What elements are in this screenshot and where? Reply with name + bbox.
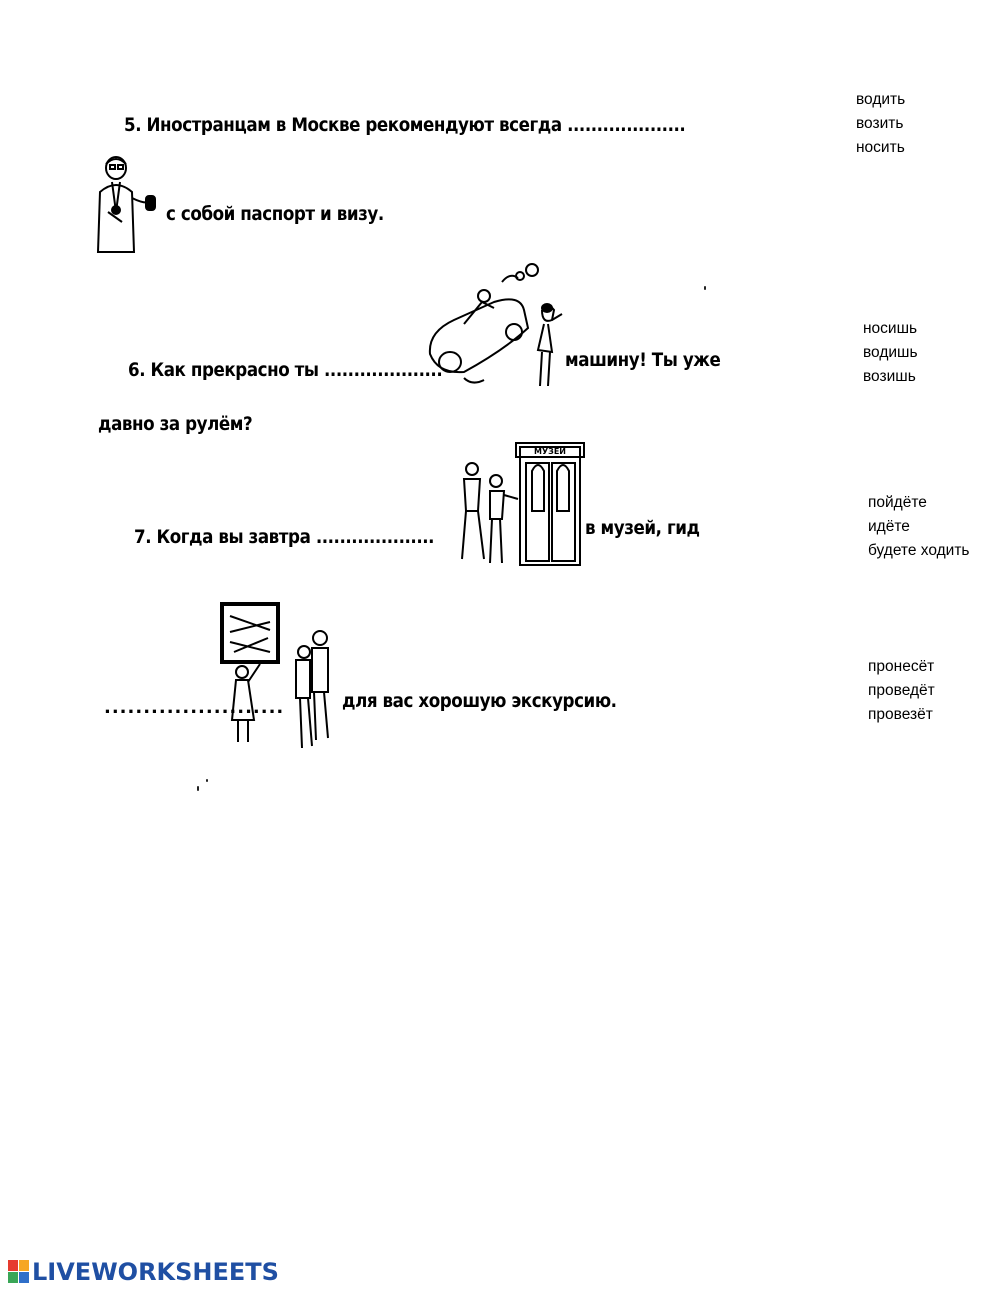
task-7-blank[interactable]: .................... [315,526,435,548]
option-8-1[interactable]: пронесёт [868,658,935,675]
option-5-3[interactable]: носить [856,139,905,156]
task-6-line-1b: машину! Ты уже [565,349,721,371]
task-6-blank[interactable]: .................... [324,359,443,381]
options-task-6 [863,317,918,389]
option-7-3[interactable]: будете ходить [868,542,970,559]
options-task-5 [856,88,905,160]
option-6-3[interactable]: возишь [863,368,916,385]
task-7-line-1b: в музей, гид [585,517,700,539]
scan-speck [704,286,706,290]
option-8-2[interactable]: проведёт [868,682,935,699]
task-6-line-2: давно за рулём? [98,413,253,435]
liveworksheets-logo-icon [8,1260,30,1284]
scan-speck [206,779,208,782]
option-6-2[interactable]: водишь [863,344,918,361]
task-8-blank[interactable]: ....................... [104,697,285,718]
liveworksheets-footer[interactable] [8,1258,279,1286]
task-5-blank[interactable]: .................... [567,114,686,136]
man-with-passport-illustration [92,152,162,258]
task-7-line-1a: 7. Когда вы завтра .................... [134,526,435,548]
option-6-1[interactable]: носишь [863,320,918,337]
car-and-woman-illustration [424,262,566,394]
task-5-line-1: 5. Иностранцам в Москве рекомендуют всегда .................... [124,114,686,136]
task-5-line-2: с собой паспорт и визу. [166,203,384,225]
museum-sign: МУЗЕЙ [534,447,566,456]
visitors-at-painting-illustration [220,602,340,752]
options-task-8 [868,655,935,727]
task-6-line-1a: 6. Как прекрасно ты .................... [128,359,443,381]
liveworksheets-logo-text: LIVEWORKSHEETS [32,1258,279,1286]
option-5-1[interactable]: водить [856,91,906,108]
couple-at-museum-door-illustration [456,441,588,571]
option-7-2[interactable]: идёте [868,518,910,535]
option-5-2[interactable]: возить [856,115,904,132]
scan-speck [197,786,199,791]
options-task-7 [868,491,970,563]
option-7-1[interactable]: пойдёте [868,494,927,511]
task-8-line-1: для вас хорошую экскурсию. [342,690,617,712]
option-8-3[interactable]: провезёт [868,706,933,723]
